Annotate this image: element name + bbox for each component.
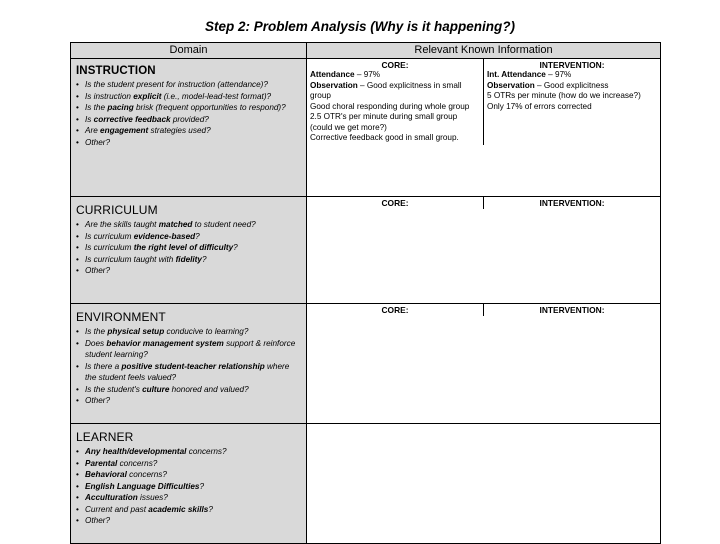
question-item: • Is the student's culture honored and valued? [76, 384, 302, 396]
domain-cell [71, 197, 307, 304]
core-column[interactable] [307, 304, 484, 316]
note-line: 2.5 OTR's per minute during small group (could we get more?) [310, 112, 458, 132]
question-item: • Are engagement strategies used? [76, 125, 302, 137]
question-item: • Is curriculum evidence-based? [76, 231, 302, 243]
note-line: Observation – Good explicitness in small group [310, 80, 462, 100]
table-row [71, 59, 661, 197]
table-row [71, 304, 661, 424]
question-item: • Behavioral concerns? [76, 469, 302, 481]
info-cell[interactable] [307, 197, 661, 304]
domain-cell [71, 304, 307, 424]
note-line: Good choral responding during whole group [310, 101, 470, 111]
intervention-column[interactable] [484, 59, 660, 145]
problem-analysis-table [70, 42, 661, 544]
domain-header: Domain [71, 43, 307, 59]
question-list [76, 219, 302, 277]
domain-cell [71, 59, 307, 197]
intervention-label: INTERVENTION: [539, 60, 605, 70]
intervention-label: INTERVENTION: [539, 198, 605, 208]
intervention-column[interactable] [484, 197, 660, 209]
question-item: • Other? [76, 515, 302, 527]
question-item: • Does behavior management system support & reinforce student learning? [76, 338, 302, 361]
question-item: • Other? [76, 265, 302, 277]
question-item: • Is curriculum taught with fidelity? [76, 254, 302, 266]
question-list [76, 326, 302, 407]
intervention-column[interactable] [484, 304, 660, 316]
question-item: • Is instruction explicit (i.e., model-lead-test format)? [76, 91, 302, 103]
question-list [76, 446, 302, 527]
question-item: • Is the physical setup conducive to learning? [76, 326, 302, 338]
info-header: Relevant Known Information [307, 43, 661, 59]
question-item: • Acculturation issues? [76, 492, 302, 504]
table-row [71, 424, 661, 544]
domain-title: LEARNER [76, 430, 134, 444]
core-notes [310, 70, 480, 144]
question-item: • Are the skills taught matched to student need? [76, 219, 302, 231]
note-line: Observation – Good explicitness [487, 80, 609, 90]
domain-title: CURRICULUM [76, 203, 158, 217]
intervention-notes [487, 70, 657, 112]
table-row [71, 197, 661, 304]
core-column[interactable] [307, 59, 484, 145]
question-item: • Other? [76, 137, 302, 149]
domain-cell [71, 424, 307, 544]
question-item: • Is curriculum the right level of difficulty? [76, 242, 302, 254]
question-item: • Is there a positive student-teacher relationship where the student feels valued? [76, 361, 302, 384]
intervention-label: INTERVENTION: [539, 305, 605, 315]
core-label: CORE: [381, 305, 409, 315]
info-cell[interactable] [307, 59, 661, 197]
note-line: Only 17% of errors corrected [487, 101, 592, 111]
core-label: CORE: [381, 198, 409, 208]
note-line: 5 OTRs per minute (how do we increase?) [487, 91, 641, 100]
core-column[interactable] [307, 197, 484, 209]
note-line: Attendance – 97% [310, 70, 381, 79]
question-list [76, 79, 302, 148]
info-cell[interactable] [307, 304, 661, 424]
note-line: Corrective feedback good in small group. [310, 133, 459, 142]
question-item: • English Language Difficulties? [76, 481, 302, 493]
question-item: • Parental concerns? [76, 458, 302, 470]
domain-title: INSTRUCTION [76, 65, 156, 77]
note-line: Int. Attendance – 97% [487, 70, 572, 79]
question-item: • Current and past academic skills? [76, 504, 302, 516]
question-item: • Is corrective feedback provided? [76, 114, 302, 126]
question-item: • Is the pacing brisk (frequent opportunities to respond)? [76, 102, 302, 114]
core-label: CORE: [381, 60, 409, 70]
question-item: • Any health/developmental concerns? [76, 446, 302, 458]
page-title: Step 2: Problem Analysis (Why is it happening?) [204, 19, 516, 34]
question-item: • Other? [76, 395, 302, 407]
info-cell[interactable] [307, 424, 661, 544]
domain-title: ENVIRONMENT [76, 310, 166, 324]
question-item: • Is the student present for instruction (attendance)? [76, 79, 302, 91]
